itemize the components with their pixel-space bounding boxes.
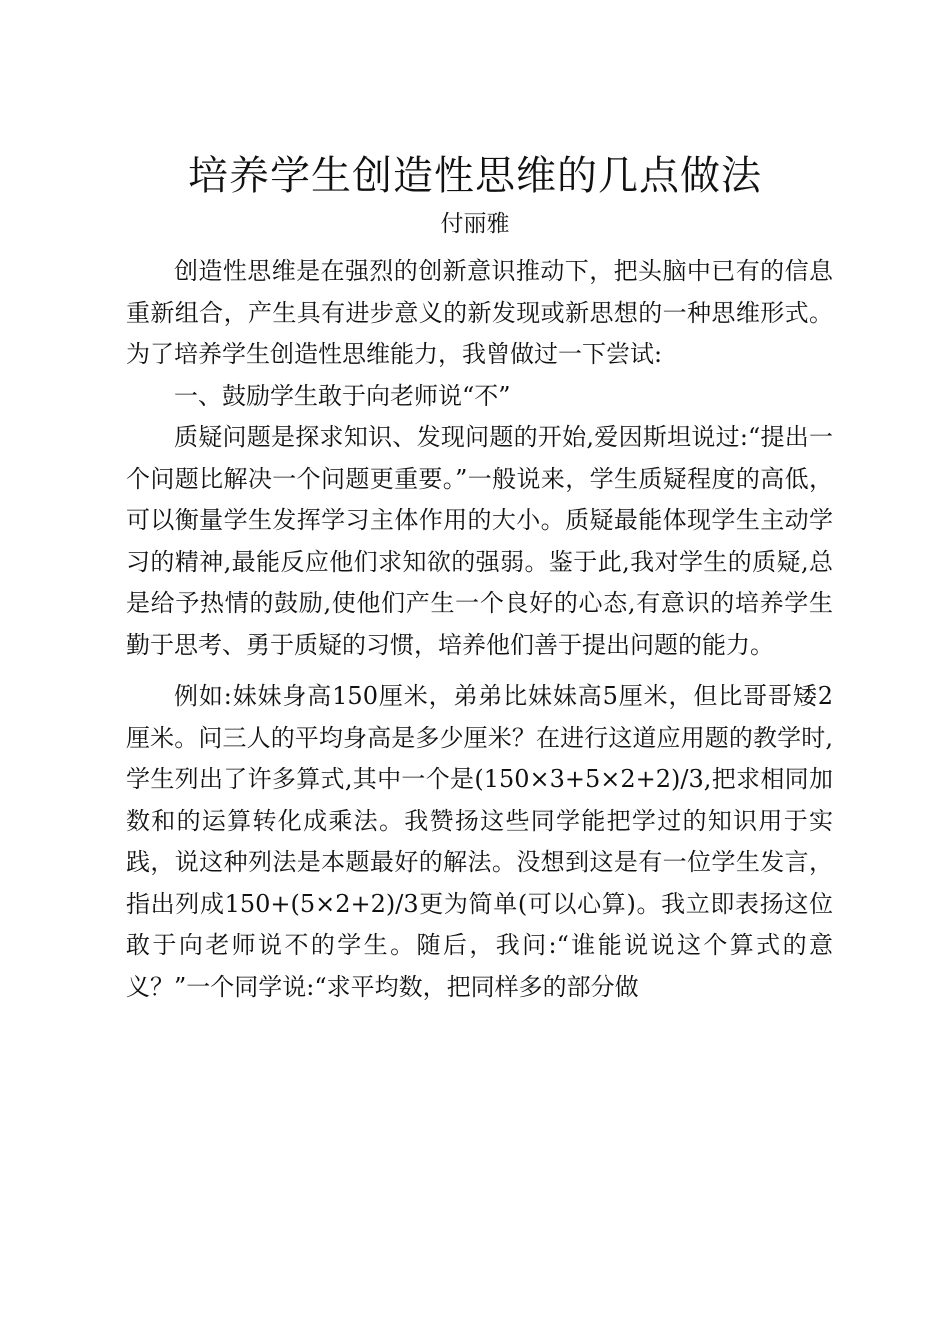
author-name: 付丽雅	[440, 211, 510, 237]
section-heading-1: 一、鼓励学生敢于向老师说“不”	[174, 381, 511, 410]
paragraph-gap	[126, 666, 833, 676]
intro-paragraph: 创造性思维是在强烈的创新意识推动下，把头脑中已有的信息重新组合，产生具有进步意义的新发现或新思想的一种思维形式。为了培养学生创造性思维能力，我曾做过一下尝试:	[126, 257, 833, 368]
section-1-paragraph-2: 例如:妹妹身高150厘米，弟弟比妹妹高5厘米，但比哥哥矮2厘米。问三人的平均身高是多少厘米？在进行这道应用题的教学时,学生列出了许多算式,其中一个是(150×3+5×2+2)/3,把求相同加数和的运算转化成乘法。我赞扬这些同学能把学过的知识用于实践，说这种列法是本题最好的解法。没想到这是有一位学生发言，指出列成150+(5×2+2)/3更为简单(可以心算)。我立即表扬这位敢于向老师说不的学生。随后，我问:“谁能说说这个算式的意义？”一个同学说:“求平均数，把同样多的部分做	[126, 682, 833, 1001]
section-1-paragraph-1: 质疑问题是探求知识、发现问题的开始,爱因斯坦说过:“提出一个问题比解决一个问题更重要。”一般说来，学生质疑程度的高低，可以衡量学生发挥学习主体作用的大小。质疑最能体现学生主动学习的精神,最能反应他们求知欲的强弱。鉴于此,我对学生的质疑,总是给予热情的鼓励,使他们产生一个良好的心态,有意识的培养学生勤于思考、勇于质疑的习惯，培养他们善于提出问题的能力。	[126, 423, 833, 659]
document-body	[126, 251, 833, 1008]
document-title: 培养学生创造性思维的几点做法	[188, 153, 762, 199]
